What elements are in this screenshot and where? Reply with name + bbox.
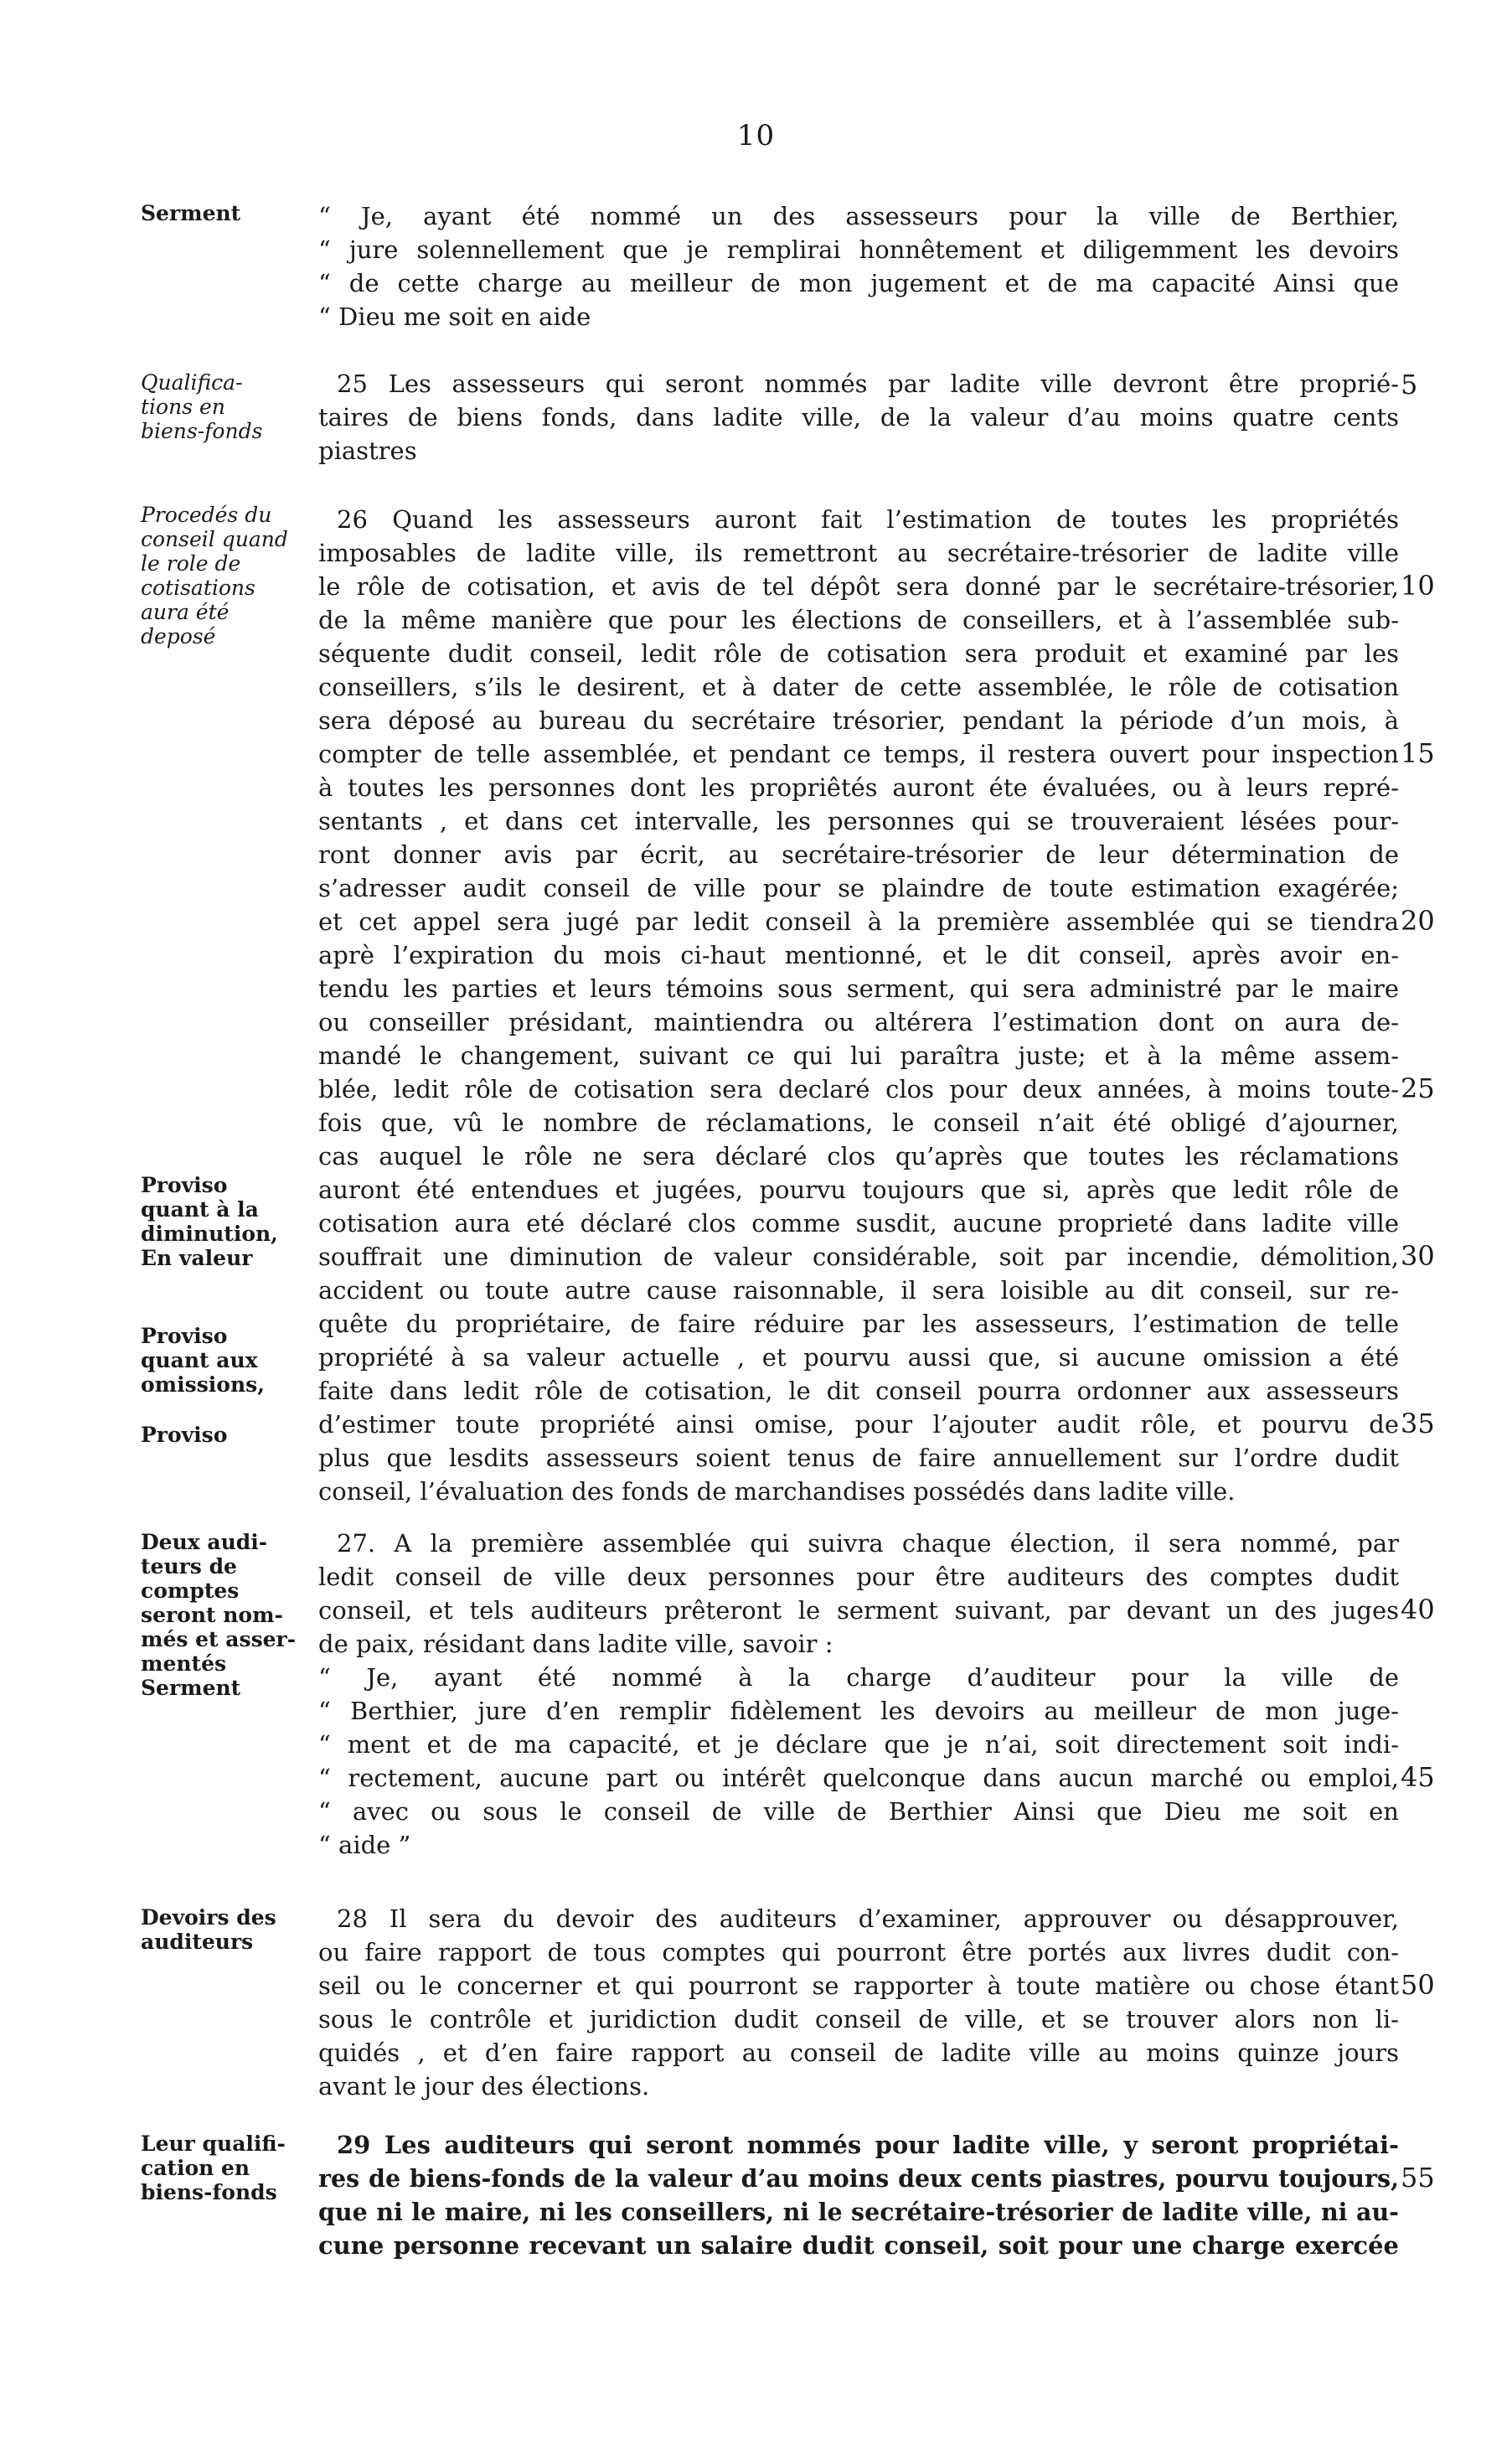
margin-note-proviso-3: Proviso — [141, 1423, 228, 1447]
paragraph-serment: “ Je, ayant été nommé un des assesseurs pour la ville de Berthier, “ jure solennellement que je remplirai honnêtement et diligemment les devoirs “ de cette charge au meilleur de mon jugement et de ma capacité Ainsi que “ Dieu me soit en aide — [318, 202, 1399, 331]
margin-note-proviso-diminution: Proviso quant à la diminution, En valeur — [141, 1173, 278, 1270]
margin-note-serment: Serment — [141, 201, 241, 225]
line-number-30: 30 — [1401, 1240, 1435, 1272]
paragraph-29: 29 Les auditeurs qui seront nommés pour ladite ville, y seront propriétai- res de biens-fonds de la valeur d’au moins deux cents piastres, pourvu toujours, que ni le maire, ni les conseillers, ni le secrétaire-trésorier de ladite ville, ni au- cune personne recevant un salaire dudit conseil, soit pour une charge exercée — [318, 2131, 1399, 2260]
margin-note-qualifications: Qualifica- tions en biens-fonds — [141, 370, 263, 443]
line-number-40: 40 — [1401, 1594, 1435, 1625]
margin-note-devoirs: Devoirs des auditeurs — [141, 1905, 276, 1954]
margin-note-procedes: Procedés du conseil quand le role de cotisations aura été deposé — [141, 503, 288, 649]
page-number: 10 — [736, 119, 776, 152]
line-number-45: 45 — [1401, 1761, 1435, 1793]
line-number-50: 50 — [1401, 1969, 1435, 2001]
margin-note-proviso-omissions: Proviso quant aux omissions, — [141, 1324, 265, 1397]
line-number-35: 35 — [1401, 1408, 1435, 1439]
line-number-20: 20 — [1401, 905, 1435, 937]
paragraph-28: 28 Il sera du devoir des auditeurs d’examiner, approuver ou désapprouver, ou faire rapport de tous comptes qui pourront être portés aux livres dudit con- seil ou le concerner et qui pourront se rapporter à toute matière ou chose étant sous le contrôle et juridiction dudit conseil de ville, et se trouver alors non li- quidés , et d’en faire rapport au conseil de ladite ville au moins quinze jours avant le jour des élections. — [318, 1904, 1399, 2101]
margin-note-leur-qualification: Leur qualifi- cation en biens-fonds — [141, 2132, 286, 2204]
paragraph-26: 26 Quand les assesseurs auront fait l’estimation de toutes les propriétés imposables de ladite ville, ils remettront au secrétaire-trésorier de ladite ville le rôle de cotisation, et avis de tel dépôt sera donné par le secrétaire-trésorier, de la même manière que pour les élections de conseillers, et à l’assemblée sub- séquente dudit conseil, ledit rôle de cotisation sera produit et examiné par les conseillers, s’ils le desirent, et à dater de cette assemblée, le rôle de cotisation sera déposé au bureau du secrétaire trésorier, pendant la période d’un mois, à compter de telle assemblée, et pendant ce temps, il restera ouvert pour inspection à toutes les personnes dont les propriêtés auront éte évaluées, ou à leurs repré- sentants , et dans cet intervalle, les personnes qui se trouveraient lésées pour- ront donner avis par écrit, au secrétaire-trésorier de leur détermination de s’adresser audit conseil de ville pour se plaindre de toute estimation exagérée; et cet appel sera jugé par ledit conseil à la première assemblée qui se tiendra aprè l’expiration du mois ci-haut mentionné, et le dit conseil, après avoir en- tendu les parties et leurs témoins sous serment, qui sera administré par le maire ou conseiller présidant, maintiendra ou altérera l’estimation dont on aura de- mandé le changement, suivant ce qui lui paraîtra juste; et à la même assem- blée, ledit rôle de cotisation sera declaré clos pour deux années, à moins toute- fois que, vû le nombre de réclamations, le conseil n’ait été obligé d’ajourner, cas auquel le rôle ne sera déclaré clos qu’après que toutes les réclamations auront été entendues et jugées, pourvu toujours que si, après que ledit rôle de cotisation aura eté déclaré clos comme susdit, aucune proprieté dans ladite ville souffrait une diminution de valeur considérable, soit par incendie, démolition, accident ou toute autre cause raisonnable, il sera loisible au dit conseil, sur re- quête du propriétaire, de faire réduire par les assesseurs, l’estimation de telle propriété à sa valeur actuelle , et pourvu aussi que, si aucune omission a été faite dans ledit rôle de cotisation, le dit conseil pourra ordonner aux assesseurs d’estimer toute propriété ainsi omise, pour l’ajouter audit rôle, et pourvu de plus que lesdits assesseurs soient tenus de faire annuellement sur l’ordre dudit conseil, l’évaluation des fonds de marchandises possédés dans ladite ville. — [318, 505, 1399, 1506]
line-number-10: 10 — [1401, 570, 1435, 602]
line-number-25: 25 — [1401, 1072, 1435, 1104]
line-number-15: 15 — [1401, 737, 1435, 769]
line-number-55: 55 — [1401, 2162, 1435, 2194]
line-number-5: 5 — [1401, 369, 1418, 400]
paragraph-25: 25 Les assesseurs qui seront nommés par ladite ville devront être proprié- taires de biens fonds, dans ladite ville, de la valeur d’au moins quatre cents piastres — [318, 369, 1399, 465]
paragraph-27: 27. A la première assemblée qui suivra chaque élection, il sera nommé, par ledit conseil de ville deux personnes pour être auditeurs des comptes dudit conseil, et tels auditeurs prêteront le serment suivant, par devant un des juges de paix, résidant dans ladite ville, savoir : “ Je, ayant été nommé à la charge d’auditeur pour la ville de “ Berthier, jure d’en remplir fidèlement les devoirs au meilleur de mon juge- “ ment et de ma capacité, et je déclare que je n’ai, soit directement soit indi- “ rectement, aucune part ou intérêt quelconque dans aucun marché ou emploi, “ avec ou sous le conseil de ville de Berthier Ainsi que Dieu me soit en “ aide ” — [318, 1529, 1399, 1859]
margin-note-auditeurs: Deux audi- teurs de comptes seront nom- més et asser- mentés Serment — [141, 1530, 297, 1700]
